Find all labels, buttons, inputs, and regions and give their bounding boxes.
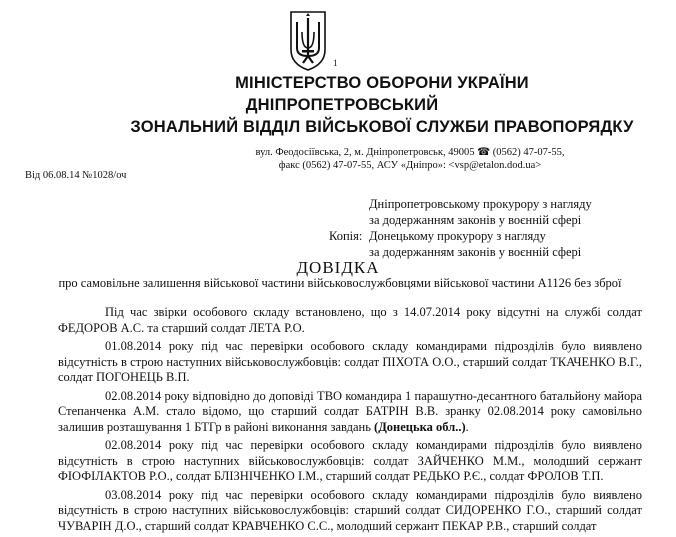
document-reference: Від 06.08.14 №1028/оч — [25, 170, 127, 181]
contact-line: факс (0562) 47-07-55, АСУ «Дніпро»: <vsp@etalon.dod.ua> — [278, 160, 542, 171]
document-subject: про самовільне залишення військової частини військовослужбовцями військової частини А1126 без зброї — [58, 276, 622, 290]
paragraph-bold: (Донецька обл..) — [374, 419, 466, 434]
paragraph-text: 02.08.2014 року відповідно до доповіді ТВО командира 1 парашутно-десантного батальйону майора Степанченка А.М. стало відомо, що старший солдат БАТРІН В.В. зранку 02.08.2014 року самовільно залишив розташування 1 БТГр в районі виконання завдань — [58, 388, 642, 434]
copy-label: Копія: — [329, 229, 363, 243]
recipient-line: Донецькому прокурору з нагляду — [369, 229, 546, 243]
recipient-line: за додержанням законів у воєнній сфері — [369, 213, 582, 227]
trident-emblem-icon — [288, 10, 328, 72]
paragraph: 02.08.2014 року під час перевірки особового складу командирами підрозділів було виявлено відсутність в строю наступних військовослужбовців: солдат ЗАЙЧЕНКО М.М., молодший сержант ФІОФІЛАКТОВ Р.О., солдат БЛІЗНІЧЕНКО І.М., старший солдат РЕДЬКО Р.Є., солдат ФРОЛОВ Т.П. — [58, 438, 642, 483]
paragraph: Під час звірки особового складу встановлено, що з 14.07.2014 року відсутні на службі солдат ФЕДОРОВ А.С. та старший солдат ЛЕТА Р.О. — [58, 305, 642, 335]
copy-recipient — [329, 228, 546, 244]
region-heading: ДНІПРОПЕТРОВСЬКИЙ — [245, 96, 439, 114]
recipient-line: за додержанням законів у воєнній сфері — [369, 245, 582, 259]
document-title: ДОВІДКА — [296, 258, 380, 277]
paragraph: 03.08.2014 року під час перевірки особового складу командирами підрозділів було виявлено відсутність в строю наступних військовослужбовців: старший солдат СИДОРЕНКО Г.О., старший солдат ЧУВАРІН Д.О., старший солдат КРАВЧЕНКО С.С., молодший сержант ПЕКАР Р.В., старший солдат — [58, 487, 642, 533]
paragraph — [58, 389, 642, 436]
department-heading: ЗОНАЛЬНИЙ ВІДДІЛ ВІЙСЬКОВОЇ СЛУЖБИ ПРАВОПОРЯДКУ — [130, 118, 634, 136]
address-line: вул. Феодосіївська, 2, м. Дніпропетровськ, 49005 ☎ (0562) 47-07-55, — [255, 147, 565, 158]
ministry-heading: МІНІСТЕРСТВО ОБОРОНИ УКРАЇНИ — [235, 74, 529, 92]
emblem-mark: 1 — [333, 58, 338, 68]
document-body — [58, 305, 642, 537]
paragraph-end: . — [465, 419, 469, 434]
recipient-line: Дніпропетровському прокурору з нагляду — [369, 197, 592, 211]
paragraph: 01.08.2014 року під час перевірки особового складу командирами підрозділів було виявлено відсутність в строю наступних військовослужбовців: солдат ПІХОТА О.О., старший солдат ТКАЧЕНКО В.Г., солдат ПОГОНЕЦЬ В.П. — [58, 339, 642, 384]
